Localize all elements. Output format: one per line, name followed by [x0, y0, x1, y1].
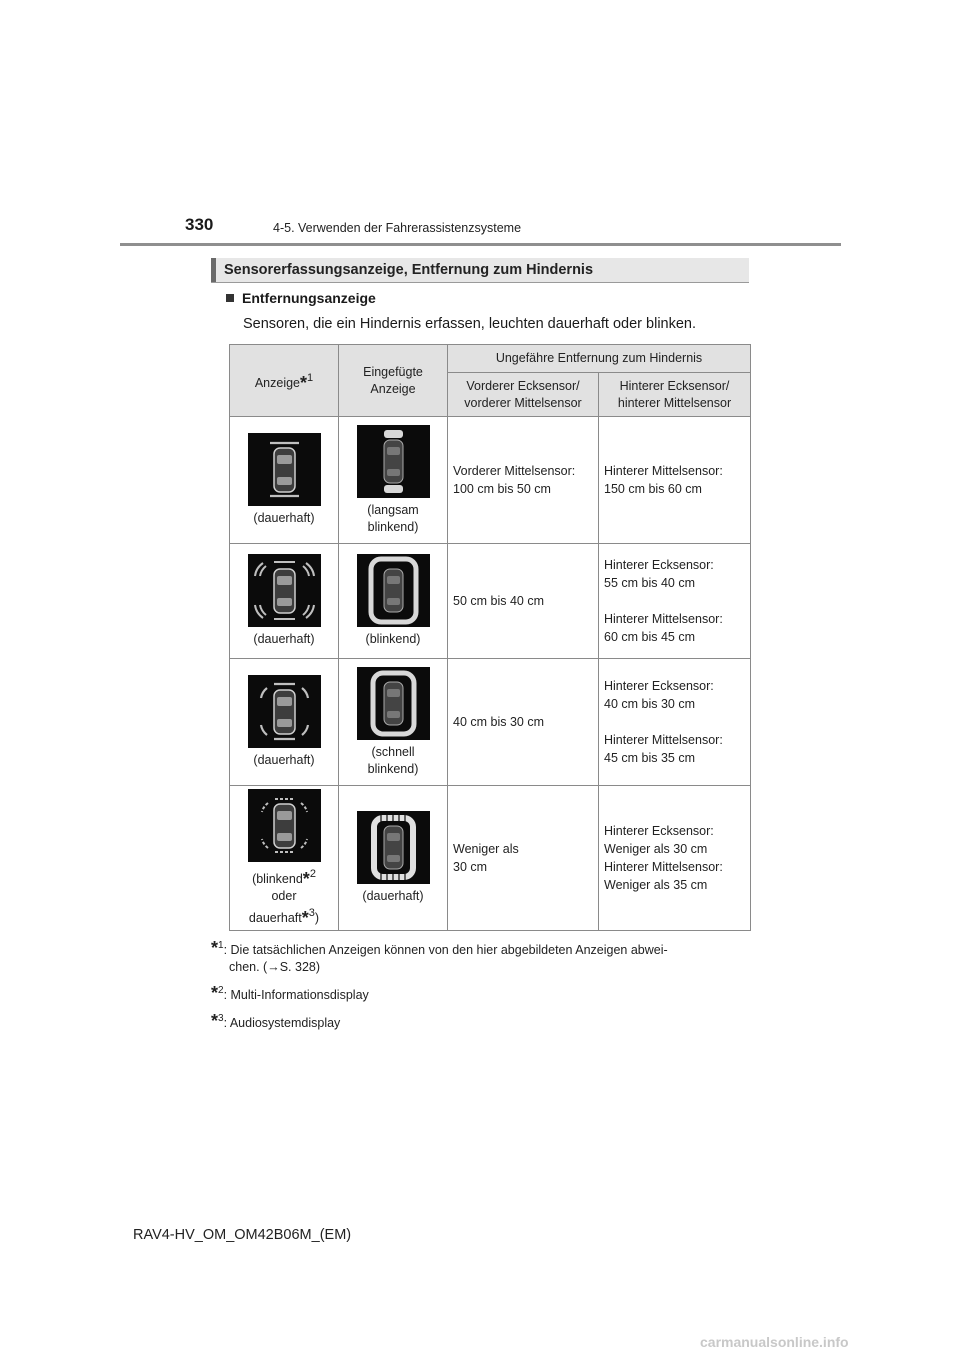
rear-distance-cell: Hinterer Ecksensor: Weniger als 30 cm Hinterer Mittelsensor: Weniger als 35 cm: [599, 786, 751, 931]
rear-distance-cell: Hinterer Ecksensor: 40 cm bis 30 cm Hinterer Mittelsensor: 45 cm bis 35 cm: [599, 659, 751, 786]
subsection-title: Sensorerfassungsanzeige, Entfernung zum Hindernis: [224, 262, 594, 278]
bullet-heading: [226, 290, 376, 306]
inserted-display-car-image: [357, 425, 430, 498]
table-row: [230, 659, 751, 786]
subsection-accent: [211, 258, 216, 282]
front-distance-cell: Weniger als 30 cm: [448, 786, 599, 931]
page-number: 330: [185, 215, 214, 234]
footnote-3: *$^3$: Audiosystemdisplay: [211, 1011, 341, 1031]
multi-display-car-image: [248, 554, 321, 627]
table-header-row: [230, 345, 751, 373]
footnote-1: *$^1$: Die tatsächlichen Anzeigen können von den hier abgebildeten Anzeigen abwei- chen. (→S. 328): [211, 938, 668, 974]
col-header-eingefuegt: Eingefügte Anzeige: [339, 345, 448, 417]
header-rule: [120, 243, 841, 246]
intro-text: Sensoren, die ein Hindernis erfassen, leuchten dauerhaft oder blinken.: [243, 316, 697, 332]
multi-display-car-image: [248, 675, 321, 748]
subsection-bar: [211, 258, 749, 283]
bullet-square-icon: [226, 294, 234, 302]
anzeige-cell: (dauerhaft): [230, 544, 339, 659]
col-header-rear: Hinterer Ecksensor/ hinterer Mittelsensor: [599, 373, 751, 417]
multi-display-car-image: [248, 789, 321, 862]
inserted-display-car-image: [357, 554, 430, 627]
footnote-star-icon: *: [300, 372, 308, 393]
col-header-anzeige: Anzeige$^{*1}$: [230, 345, 339, 417]
table-row: [230, 544, 751, 659]
bullet-heading-text: Entfernungsanzeige: [242, 290, 376, 306]
inserted-display-car-image: [357, 667, 430, 740]
eingefuegt-cell: (dauerhaft): [339, 786, 448, 931]
col-header-entfernung: Ungefähre Entfernung zum Hindernis: [448, 345, 751, 373]
footnote-star-icon: *: [211, 938, 219, 958]
anzeige-cell: (blinkend$^{*2}$ oder dauerhaft$^{*3}$): [230, 786, 339, 931]
distance-table: [229, 344, 751, 931]
rear-distance-cell: Hinterer Mittelsensor: 150 cm bis 60 cm: [599, 417, 751, 544]
footnotes: [211, 937, 751, 1038]
anzeige-cell: (dauerhaft): [230, 659, 339, 786]
table-row: [230, 417, 751, 544]
footnote-star-icon: *: [301, 908, 309, 928]
eingefuegt-cell: (langsam blinkend): [339, 417, 448, 544]
multi-display-car-image: [248, 433, 321, 506]
eingefuegt-cell: (blinkend): [339, 544, 448, 659]
front-distance-cell: Vorderer Mittelsensor: 100 cm bis 50 cm: [448, 417, 599, 544]
eingefuegt-cell: (schnell blinkend): [339, 659, 448, 786]
front-distance-cell: 50 cm bis 40 cm: [448, 544, 599, 659]
document-code: RAV4-HV_OM_OM42B06M_(EM): [133, 1227, 352, 1243]
table-row: [230, 786, 751, 931]
rear-distance-cell: Hinterer Ecksensor: 55 cm bis 40 cm Hinterer Mittelsensor: 60 cm bis 45 cm: [599, 544, 751, 659]
watermark: carmanualsonline.info: [700, 1334, 849, 1350]
col-header-front: Vorderer Ecksensor/ vorderer Mittelsensor: [448, 373, 599, 417]
inserted-display-car-image: [357, 811, 430, 884]
front-distance-cell: 40 cm bis 30 cm: [448, 659, 599, 786]
footnote-star-icon: *: [211, 983, 219, 1003]
footnote-star-icon: *: [302, 869, 310, 889]
footnote-star-icon: *: [211, 1011, 219, 1031]
anzeige-cell: (dauerhaft): [230, 417, 339, 544]
section-header: 4-5. Verwenden der Fahrerassistenzsysteme: [273, 221, 522, 235]
footnote-2: *$^2$: Multi-Informationsdisplay: [211, 983, 369, 1003]
